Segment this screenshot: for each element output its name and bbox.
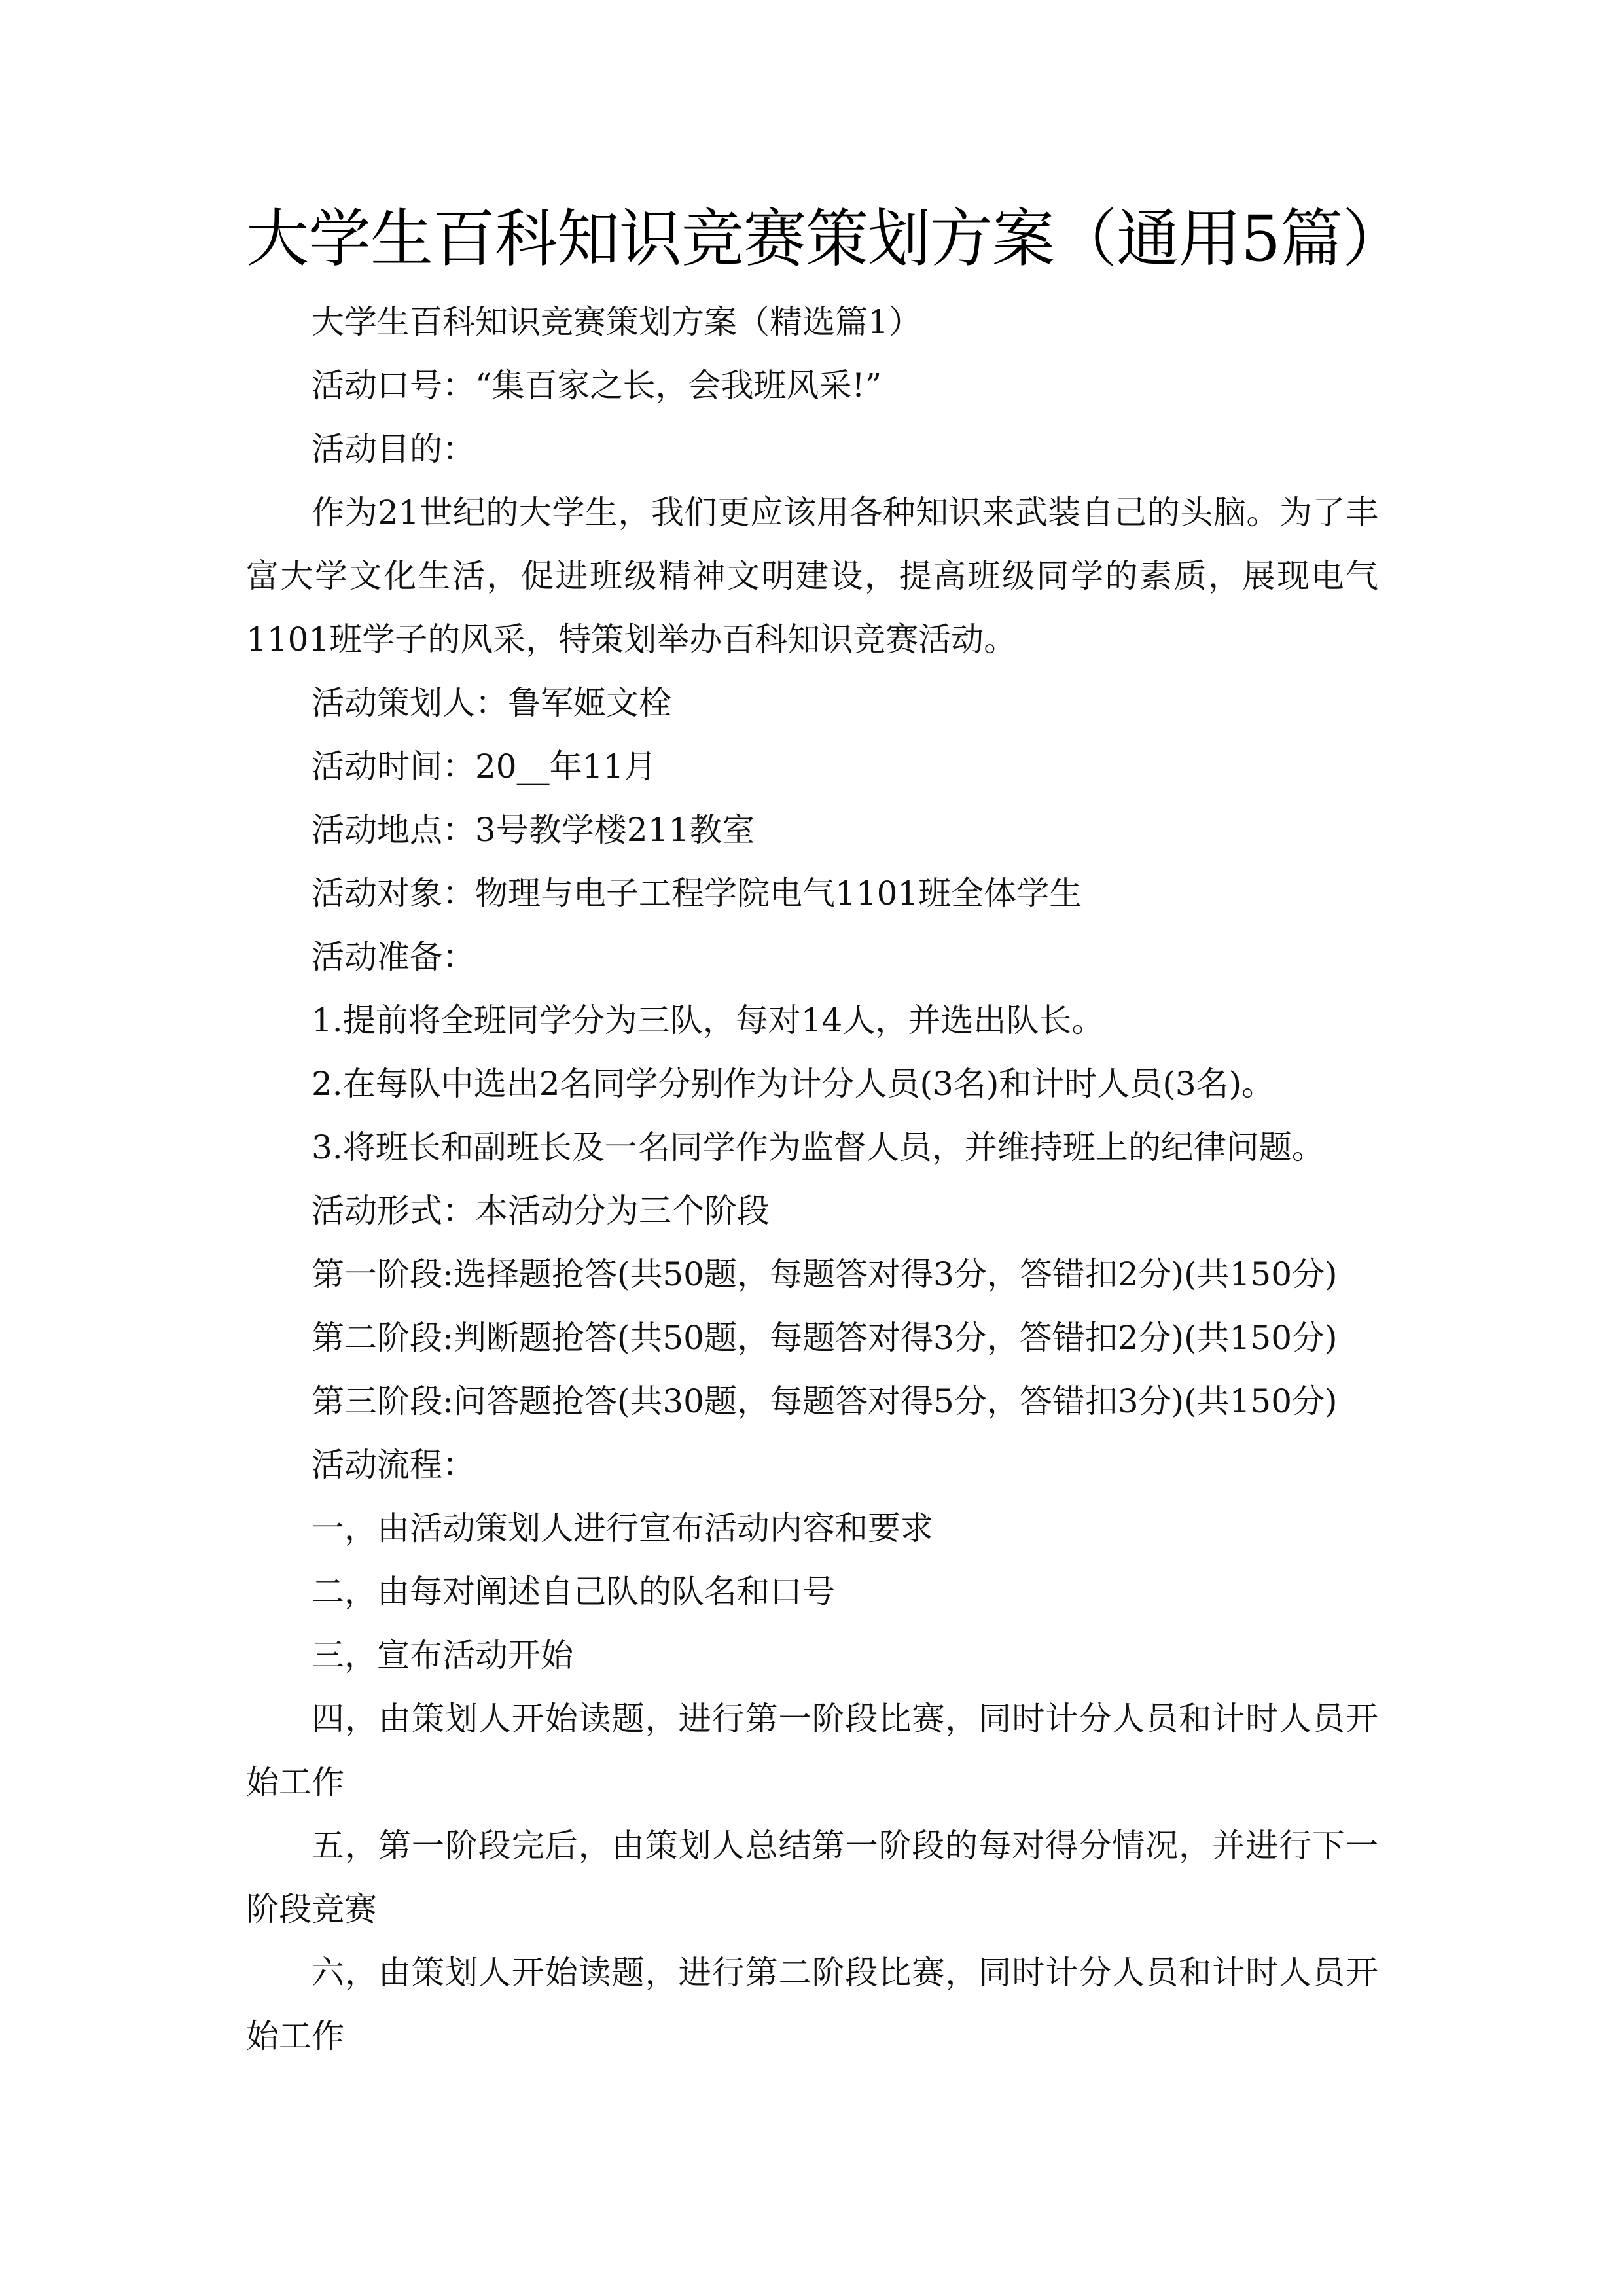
stage-item: 第二阶段:判断题抢答(共50题，每题答对得3分，答错扣2分)(共150分) <box>312 1319 1338 1357</box>
activity-purpose-label: 活动目的： <box>312 430 475 468</box>
stage-item: 第一阶段:选择题抢答(共50题，每题答对得3分，答错扣2分)(共150分) <box>312 1255 1338 1293</box>
preparation-item: 3.将班长和副班长及一名同学作为监督人员，并维持班上的纪律问题。 <box>312 1128 1325 1166</box>
activity-location: 活动地点：3号教学楼211教室 <box>312 811 755 849</box>
activity-slogan: 活动口号：“集百家之长，会我班风采!” <box>312 367 882 404</box>
process-step: 四，由策划人开始读题，进行第一阶段比赛，同时计分人员和计时人员开始工作 <box>246 1700 1378 1801</box>
process-step: 一，由活动策划人进行宣布活动内容和要求 <box>312 1509 933 1547</box>
section-heading: 大学生百科知识竞赛策划方案（精选篇1） <box>312 303 921 341</box>
process-step: 六，由策划人开始读题，进行第二阶段比赛，同时计分人员和计时人员开始工作 <box>246 1954 1378 2055</box>
process-step: 二，由每对阐述自己队的队名和口号 <box>312 1573 835 1611</box>
activity-purpose-text: 作为21世纪的大学生，我们更应该用各种知识来武装自己的头脑。为了丰富大学文化生活，促进班级精神文明建设，提高班级同学的素质，展现电气1101班学子的风采，特策划举办百科知识竞赛活动。 <box>246 493 1378 658</box>
process-step: 五，第一阶段完后，由策划人总结第一阶段的每对得分情况，并进行下一阶段竞赛 <box>246 1827 1378 1928</box>
stage-item: 第三阶段:问答题抢答(共30题，每题答对得5分，答错扣3分)(共150分) <box>312 1382 1338 1420</box>
activity-preparation-label: 活动准备： <box>312 938 475 976</box>
document-body <box>246 291 1378 2068</box>
activity-planner: 活动策划人：鲁军姬文栓 <box>312 684 671 722</box>
process-step: 三，宣布活动开始 <box>312 1636 573 1674</box>
activity-process-label: 活动流程： <box>312 1446 475 1484</box>
activity-format: 活动形式：本活动分为三个阶段 <box>312 1192 770 1230</box>
preparation-item: 1.提前将全班同学分为三队，每对14人，并选出队长。 <box>312 1001 1105 1039</box>
activity-audience: 活动对象：物理与电子工程学院电气1101班全体学生 <box>312 874 1082 912</box>
activity-time: 活动时间：20__年11月 <box>312 747 657 785</box>
preparation-item: 2.在每队中选出2名同学分别作为计分人员(3名)和计时人员(3名)。 <box>312 1065 1275 1103</box>
document-title: 大学生百科知识竞赛策划方案（通用5篇） <box>246 202 1405 276</box>
document-page <box>246 196 1405 2068</box>
